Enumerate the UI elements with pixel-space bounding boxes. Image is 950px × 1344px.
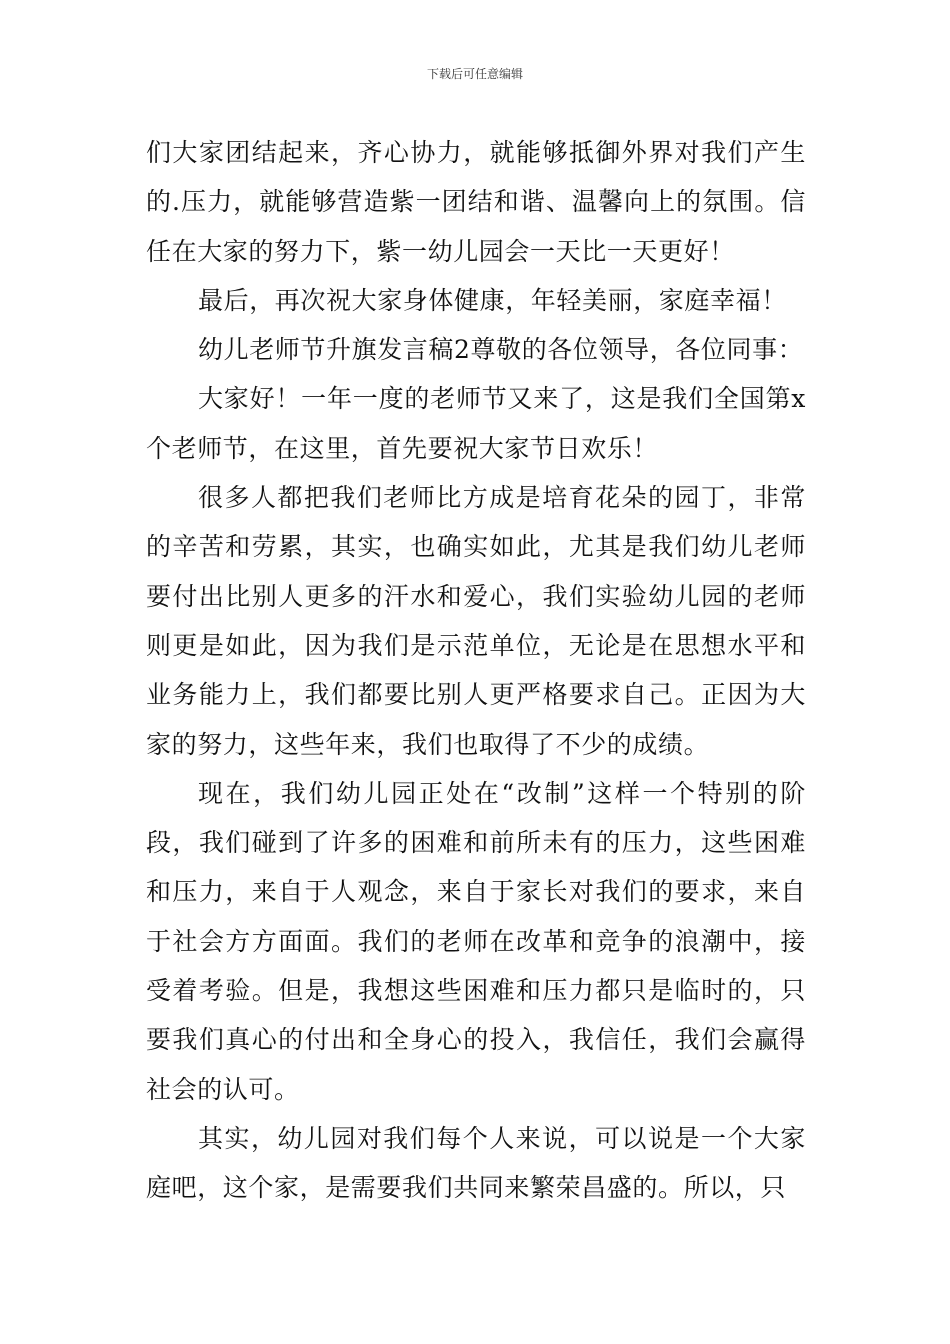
document-body — [146, 128, 806, 1213]
paragraph-6: 现在，我们幼儿园正处在“改制”这样一个特别的阶段，我们碰到了许多的困难和前所未有的压力，这些困难和压力，来自于人观念，来自于家长对我们的要求，来自于社会方方面面。我们的老师在改革和竞争的浪潮中，接受着考验。但是，我想这些困难和压力都只是临时的，只要我们真心的付出和全身心的投入，我信任，我们会赢得社会的认可。 — [146, 778, 806, 1104]
paragraph-4: 大家好！一年一度的老师节又来了，这是我们全国第x个老师节，在这里，首先要祝大家节日欢乐！ — [146, 384, 806, 463]
paragraph-1: 们大家团结起来，齐心协力，就能够抵御外界对我们产生的.压力，就能够营造紫一团结和谐、温馨向上的氛围。信任在大家的努力下，紫一幼儿园会一天比一天更好！ — [146, 138, 806, 266]
paragraph-3: 幼儿老师节升旗发言稿2尊敬的各位领导，各位同事： — [198, 335, 804, 365]
paragraph-7: 其实，幼儿园对我们每个人来说，可以说是一个大家庭吧，这个家，是需要我们共同来繁荣昌盛的。所以，只 — [146, 1123, 806, 1203]
paragraph-5: 很多人都把我们老师比方成是培育花朵的园丁，非常的辛苦和劳累，其实，也确实如此，尤其是我们幼儿老师要付出比别人更多的汗水和爱心，我们实验幼儿园的老师则更是如此，因为我们是示范单位，无论是在思想水平和业务能力上，我们都要比别人更严格要求自己。正因为大家的努力，这些年来，我们也取得了不少的成绩。 — [146, 483, 806, 759]
paragraph-2: 最后，再次祝大家身体健康，年轻美丽，家庭幸福！ — [198, 285, 787, 315]
page-header-note: 下载后可任意编辑 — [426, 67, 523, 81]
